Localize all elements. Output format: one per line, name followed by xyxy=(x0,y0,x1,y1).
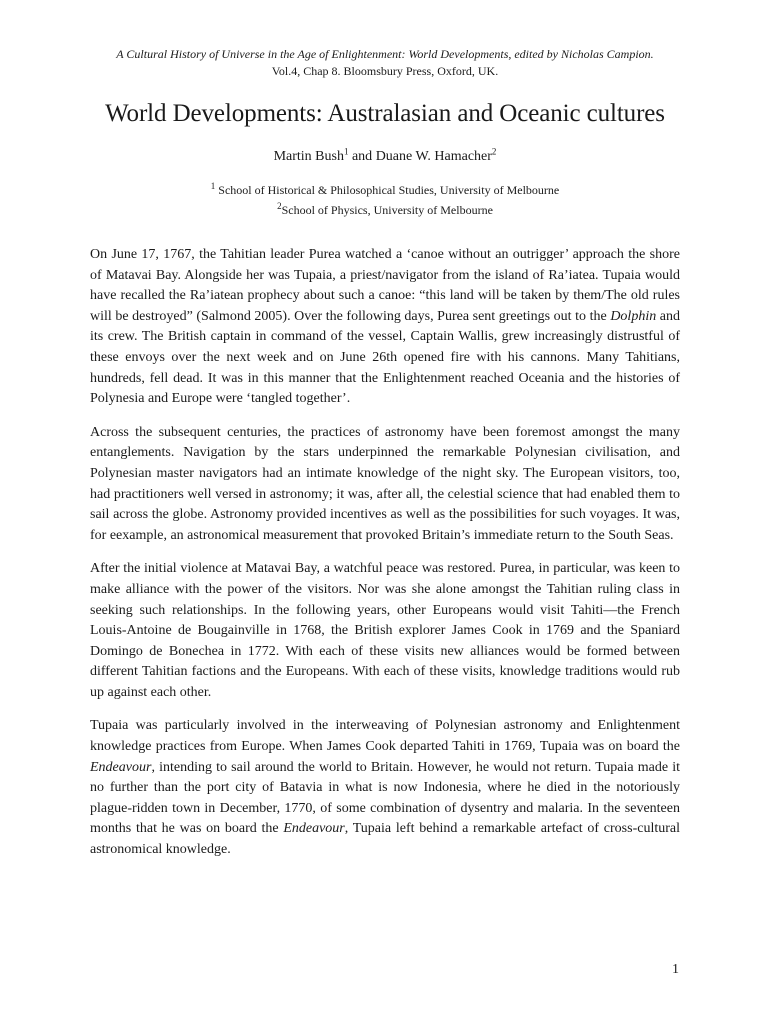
author-2: Duane W. Hamacher xyxy=(375,149,492,164)
affiliation-1: $^1$ School of Historical & Philosophical Studies, University of Melbourne xyxy=(210,181,560,197)
ship-name: Endeavour xyxy=(90,759,152,775)
paper-title: World Developments: Australasian and Oceanic cultures xyxy=(105,100,665,127)
ship-name: Endeavour xyxy=(283,821,345,837)
author-conjunction: and xyxy=(348,149,376,164)
paragraph-4: Tupaia was particularly involved in the interweaving of Polynesian astronomy and Enlightenment knowledge practices from Europe. When James Cook departed Tahiti in 1769, Tupaia was on board the Endeavour, intending to sail around the world to Britain. However, he would not return. Tupaia made it no further than the port city of Batavia in what is now Indonesia, where he died in the notoriously plague-ridden town in December, 1770, of some combination of dysentry and malaria. In the seventeen months that he was on board the Endeavour, Tupaia left behind a remarkable artefact of cross-cultural astronomical knowledge. xyxy=(90,718,681,858)
affiliation-2: $^2$School of Physics, University of Melbourne xyxy=(277,201,493,217)
author-1-affil: 1 xyxy=(343,146,349,157)
paper-page xyxy=(90,0,680,874)
header-citation: A Cultural History of Universe in the Age of Enlightenment: World Developments, edited by Nicholas Campion. xyxy=(116,47,654,61)
affiliations xyxy=(90,180,680,220)
paragraph-2: Across the subsequent centuries, the practices of astronomy have been foremost amongst the many entanglements. Navigation by the stars underpinned the remarkable Polynesian civilisation, and Polynesian master navigators had an intimate knowledge of the night sky. The European visitors, too, had practitioners well versed in astronomy; it was, after all, the celestial science that had enabled them to sail across the globe. Astronomy provided incentives as well as the possibilities for such voyages. It was, for eexample, an astronomical measurement that provoked Britain’s immediate return to the South Seas. xyxy=(90,424,680,543)
header-volume: Vol.4, Chap 8. Bloomsbury Press, Oxford, UK. xyxy=(271,64,499,78)
running-header xyxy=(90,46,680,80)
paragraph-1: On June 17, 1767, the Tahitian leader Purea watched a ‘canoe without an outrigger’ approach the shore of Matavai Bay. Alongside her was Tupaia, a priest/navigator from the island of Ra’iatea. Tupaia would have recalled the Ra’iatean prophecy about such a canoe: “this land will be taken by them/The old rules will be destroyed” (Salmond 2005). Over the following days, Purea sent greetings out to the Dolphin and its crew. The British captain in command of the vessel, Captain Wallis, grew increasingly distrustful of these envoys over the next week and on June 26th opened fire with his cannons. Many Tahitians, hundreds, fell dead. It was in this manner that the Enlightenment reached Oceania and the histories of Polynesia and Europe were ‘tangled together’. xyxy=(90,247,680,407)
author-line xyxy=(90,148,680,166)
author-1: Martin Bush xyxy=(273,149,344,164)
page-number: 1 xyxy=(672,962,679,977)
paragraph-3: After the initial violence at Matavai Bay, a watchful peace was restored. Purea, in particular, was keen to make alliance with the power of the visitors. Nor was she alone amongst the Tahitian ruling class in seeking such relationships. In the following years, other Europeans would visit Tahiti—the French Louis-Antoine de Bougainville in 1768, the British explorer James Cook in 1769 and the Spaniard Domingo de Bonechea in 1772. With each of these visits new alliances would be formed between different Tahitian factions and the Europeans. With each of these visits, knowledge traditions would rub up against each other. xyxy=(90,561,680,700)
ship-name: Dolphin xyxy=(610,308,657,324)
author-2-affil: 2 xyxy=(491,146,497,157)
body-text xyxy=(90,245,680,861)
